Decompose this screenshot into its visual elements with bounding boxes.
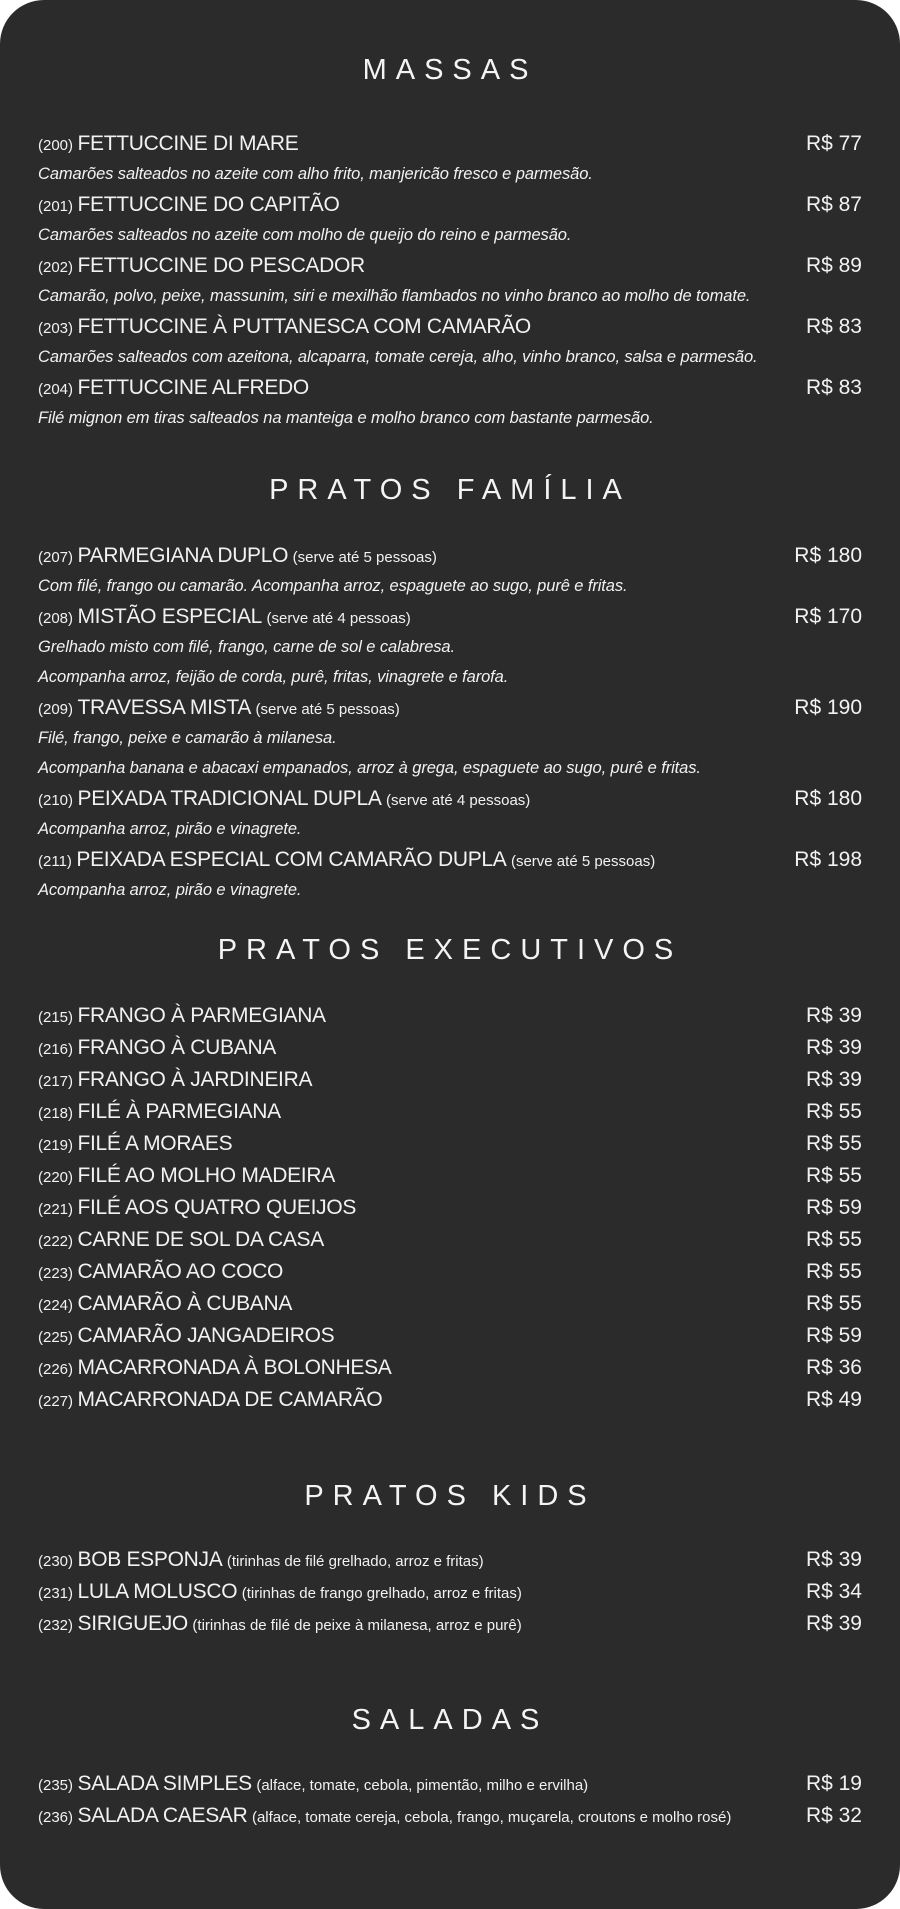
item-description: Acompanha arroz, feijão de corda, purê, fritas, vinagrete e farofa. xyxy=(38,668,509,686)
menu-item xyxy=(38,1288,862,1320)
menu-item-row xyxy=(38,1000,862,1032)
menu-item xyxy=(38,1352,862,1384)
item-name: FILÉ A MORAES xyxy=(77,1132,233,1155)
item-code: (204) xyxy=(38,381,74,398)
menu-item-heading xyxy=(38,311,531,344)
item-name: MACARRONADA À BOLONHESA xyxy=(77,1356,392,1379)
menu-item xyxy=(38,783,862,844)
menu-item-row xyxy=(38,189,862,220)
menu-item xyxy=(38,372,862,433)
menu-item-row xyxy=(38,250,862,281)
item-price: R$ 190 xyxy=(794,696,862,719)
item-code: (223) xyxy=(38,1265,74,1282)
item-code: (226) xyxy=(38,1361,74,1378)
menu-item-row xyxy=(38,1064,862,1096)
item-price: R$ 59 xyxy=(805,1324,862,1347)
menu-item-heading xyxy=(38,844,655,877)
section-title: PRATOS EXECUTIVOS xyxy=(217,934,683,966)
menu-item-heading xyxy=(38,128,298,161)
item-price: R$ 55 xyxy=(805,1228,862,1251)
menu-item-row xyxy=(38,1160,862,1192)
item-description: Grelhado misto com filé, frango, carne de sol e calabresa. xyxy=(38,638,455,656)
item-code: (217) xyxy=(38,1073,74,1090)
item-price: R$ 49 xyxy=(805,1388,862,1411)
item-name: FETTUCCINE DO CAPITÃO xyxy=(77,193,340,216)
menu-item xyxy=(38,601,862,692)
item-code: (222) xyxy=(38,1233,74,1250)
item-code: (231) xyxy=(38,1585,74,1602)
item-code: (219) xyxy=(38,1137,74,1154)
menu-item xyxy=(38,128,862,189)
menu-item xyxy=(38,540,862,601)
item-description: Filé mignon em tiras salteados na manteiga e molho branco com bastante parmesão. xyxy=(38,409,654,427)
item-name: SIRIGUEJO xyxy=(77,1612,188,1635)
menu-item xyxy=(38,1256,862,1288)
item-note: (alface, tomate, cebola, pimentão, milho e ervilha) xyxy=(256,1777,589,1794)
menu-item-heading xyxy=(38,1096,281,1130)
item-price: R$ 39 xyxy=(805,1612,862,1635)
menu-item-heading xyxy=(38,1384,382,1418)
item-name: TRAVESSA MISTA xyxy=(77,696,252,719)
item-code: (230) xyxy=(38,1553,74,1570)
item-note: (serve até 4 pessoas) xyxy=(386,792,531,809)
item-price: R$ 180 xyxy=(794,544,862,567)
item-name: FRANGO À CUBANA xyxy=(77,1036,277,1059)
menu-item-row xyxy=(38,1352,862,1384)
item-name: FILÉ À PARMEGIANA xyxy=(77,1100,281,1123)
menu-item-heading xyxy=(38,1608,522,1642)
item-price: R$ 39 xyxy=(805,1068,862,1091)
item-list xyxy=(38,1768,862,1832)
item-list xyxy=(38,128,862,433)
menu-item xyxy=(38,1096,862,1128)
item-description: Camarão, polvo, peixe, massunim, siri e mexilhão flambados no vinho branco ao molho de tomate. xyxy=(38,287,751,305)
item-code: (203) xyxy=(38,320,74,337)
section-title: MASSAS xyxy=(362,54,538,86)
item-price: R$ 36 xyxy=(805,1356,862,1379)
item-name: CARNE DE SOL DA CASA xyxy=(77,1228,324,1251)
menu-item-row xyxy=(38,540,862,571)
item-name: FETTUCCINE ALFREDO xyxy=(77,376,309,399)
menu-item xyxy=(38,1608,862,1640)
menu-item xyxy=(38,1000,862,1032)
item-name: LULA MOLUSCO xyxy=(77,1580,238,1603)
menu-item xyxy=(38,1064,862,1096)
menu-item xyxy=(38,311,862,372)
item-price: R$ 55 xyxy=(805,1292,862,1315)
item-price: R$ 198 xyxy=(794,848,862,871)
menu-item xyxy=(38,1192,862,1224)
item-code: (202) xyxy=(38,259,74,276)
menu-item-row xyxy=(38,1320,862,1352)
menu-item xyxy=(38,250,862,311)
menu-item-heading xyxy=(38,1352,392,1386)
menu-item xyxy=(38,1544,862,1576)
item-name: MISTÃO ESPECIAL xyxy=(77,605,263,628)
menu-item-row xyxy=(38,1544,862,1576)
item-price: R$ 89 xyxy=(805,254,862,277)
item-price: R$ 83 xyxy=(805,376,862,399)
menu-item-row xyxy=(38,1800,862,1832)
item-list xyxy=(38,1000,862,1416)
menu-item-row xyxy=(38,1096,862,1128)
menu-item xyxy=(38,1320,862,1352)
item-description: Acompanha arroz, pirão e vinagrete. xyxy=(38,881,302,899)
item-price: R$ 55 xyxy=(805,1260,862,1283)
item-price: R$ 55 xyxy=(805,1132,862,1155)
menu-item-row xyxy=(38,1128,862,1160)
menu-item xyxy=(38,1160,862,1192)
menu-item-heading xyxy=(38,540,437,573)
menu-item-heading xyxy=(38,783,530,816)
menu-item-heading xyxy=(38,601,411,634)
menu-item-heading xyxy=(38,1160,335,1194)
item-code: (215) xyxy=(38,1009,74,1026)
menu-item xyxy=(38,1032,862,1064)
menu-item-row xyxy=(38,1288,862,1320)
item-note: (tirinhas de filé grelhado, arroz e fritas) xyxy=(226,1553,484,1570)
item-name: FILÉ AOS QUATRO QUEIJOS xyxy=(77,1196,357,1219)
menu-item-heading xyxy=(38,1768,588,1802)
menu-item-heading xyxy=(38,1192,356,1226)
item-name: FETTUCCINE À PUTTANESCA COM CAMARÃO xyxy=(77,315,531,338)
item-price: R$ 39 xyxy=(805,1036,862,1059)
menu-item-row xyxy=(38,372,862,403)
menu-item-row xyxy=(38,783,862,814)
item-price: R$ 55 xyxy=(805,1100,862,1123)
item-name: FRANGO À PARMEGIANA xyxy=(77,1004,326,1027)
menu-item-row xyxy=(38,601,862,632)
item-description: Camarões salteados com azeitona, alcaparra, tomate cereja, alho, vinho branco, salsa e parmesão. xyxy=(38,348,758,366)
item-code: (224) xyxy=(38,1297,74,1314)
item-code: (211) xyxy=(38,853,72,870)
menu-item-heading xyxy=(38,1320,334,1354)
menu-item-row xyxy=(38,1192,862,1224)
section-title: PRATOS KIDS xyxy=(304,1480,596,1512)
item-name: FETTUCCINE DI MARE xyxy=(77,132,299,155)
item-price: R$ 77 xyxy=(805,132,862,155)
item-description: Camarões salteados no azeite com alho frito, manjericão fresco e parmesão. xyxy=(38,165,593,183)
menu-item-row xyxy=(38,1032,862,1064)
item-name: SALADA SIMPLES xyxy=(77,1772,252,1795)
menu-item-heading xyxy=(38,250,365,283)
menu-item-heading xyxy=(38,1576,522,1610)
item-code: (209) xyxy=(38,701,74,718)
item-note: (alface, tomate cereja, cebola, frango, muçarela, croutons e molho rosé) xyxy=(251,1809,732,1826)
item-description: Camarões salteados no azeite com molho de queijo do reino e parmesão. xyxy=(38,226,572,244)
menu-item-row xyxy=(38,692,862,723)
menu-item-row xyxy=(38,1224,862,1256)
item-price: R$ 170 xyxy=(794,605,862,628)
menu-item xyxy=(38,1576,862,1608)
item-code: (208) xyxy=(38,610,74,627)
menu-item-heading xyxy=(38,1288,292,1322)
item-code: (207) xyxy=(38,549,74,566)
menu-item-row xyxy=(38,1608,862,1640)
item-name: FETTUCCINE DO PESCADOR xyxy=(77,254,365,277)
item-description: Filé, frango, peixe e camarão à milanesa. xyxy=(38,729,337,747)
menu-item-heading xyxy=(38,692,400,725)
item-name: FILÉ AO MOLHO MADEIRA xyxy=(77,1164,335,1187)
item-price: R$ 59 xyxy=(805,1196,862,1219)
menu-item-row xyxy=(38,1768,862,1800)
menu-item-row xyxy=(38,1256,862,1288)
item-price: R$ 34 xyxy=(805,1580,862,1603)
item-price: R$ 39 xyxy=(805,1004,862,1027)
menu-item xyxy=(38,692,862,783)
item-code: (225) xyxy=(38,1329,74,1346)
menu-item-row xyxy=(38,844,862,875)
section-title: SALADAS xyxy=(351,1704,549,1736)
item-name: CAMARÃO JANGADEIROS xyxy=(77,1324,335,1347)
item-description: Acompanha arroz, pirão e vinagrete. xyxy=(38,820,302,838)
menu-item-heading xyxy=(38,1800,731,1834)
item-name: CAMARÃO À CUBANA xyxy=(77,1292,293,1315)
menu-item xyxy=(38,844,862,905)
menu-item-heading xyxy=(38,1224,324,1258)
item-note: (serve até 4 pessoas) xyxy=(266,610,411,627)
item-note: (serve até 5 pessoas) xyxy=(292,549,437,566)
menu-item-row xyxy=(38,128,862,159)
menu-item xyxy=(38,1768,862,1800)
menu-item-row xyxy=(38,1576,862,1608)
menu-item-heading xyxy=(38,189,340,222)
item-price: R$ 83 xyxy=(805,315,862,338)
item-price: R$ 39 xyxy=(805,1548,862,1571)
item-code: (221) xyxy=(38,1201,74,1218)
menu-item-heading xyxy=(38,372,309,405)
item-description: Com filé, frango ou camarão. Acompanha arroz, espaguete ao sugo, purê e fritas. xyxy=(38,577,628,595)
item-price: R$ 180 xyxy=(794,787,862,810)
item-price: R$ 55 xyxy=(805,1164,862,1187)
menu-item-heading xyxy=(38,1256,283,1290)
item-name: SALADA CAESAR xyxy=(77,1804,248,1827)
item-name: PEIXADA TRADICIONAL DUPLA xyxy=(77,787,382,810)
menu-item-heading xyxy=(38,1544,484,1578)
item-code: (210) xyxy=(38,792,74,809)
menu-item-row xyxy=(38,1384,862,1416)
item-description: Acompanha banana e abacaxi empanados, arroz à grega, espaguete ao sugo, purê e fritas. xyxy=(38,759,701,777)
menu-item-heading xyxy=(38,1000,326,1034)
item-name: BOB ESPONJA xyxy=(77,1548,223,1571)
item-code: (232) xyxy=(38,1617,74,1634)
menu-item xyxy=(38,1800,862,1832)
item-price: R$ 19 xyxy=(805,1772,862,1795)
item-price: R$ 87 xyxy=(805,193,862,216)
menu-item xyxy=(38,1384,862,1416)
menu-item-heading xyxy=(38,1128,232,1162)
item-code: (200) xyxy=(38,137,74,154)
item-name: PARMEGIANA DUPLO xyxy=(77,544,289,567)
menu-item-row xyxy=(38,311,862,342)
item-code: (220) xyxy=(38,1169,74,1186)
menu-item-heading xyxy=(38,1064,312,1098)
item-code: (236) xyxy=(38,1809,74,1826)
item-note: (tirinhas de frango grelhado, arroz e fritas) xyxy=(241,1585,522,1602)
item-code: (218) xyxy=(38,1105,74,1122)
menu-item-heading xyxy=(38,1032,276,1066)
item-name: FRANGO À JARDINEIRA xyxy=(77,1068,313,1091)
item-price: R$ 32 xyxy=(805,1804,862,1827)
item-name: MACARRONADA DE CAMARÃO xyxy=(77,1388,383,1411)
item-note: (serve até 5 pessoas) xyxy=(510,853,656,870)
menu-item xyxy=(38,1128,862,1160)
item-code: (235) xyxy=(38,1777,74,1794)
menu-item xyxy=(38,1224,862,1256)
item-code: (201) xyxy=(38,198,74,215)
item-code: (227) xyxy=(38,1393,74,1410)
item-note: (tirinhas de filé de peixe à milanesa, arroz e purê) xyxy=(192,1617,522,1634)
section-title: PRATOS FAMÍLIA xyxy=(269,474,631,506)
item-list xyxy=(38,1544,862,1640)
menu-item xyxy=(38,189,862,250)
item-name: PEIXADA ESPECIAL COM CAMARÃO DUPLA xyxy=(76,848,507,871)
item-name: CAMARÃO AO COCO xyxy=(77,1260,284,1283)
item-list xyxy=(38,540,862,905)
item-code: (216) xyxy=(38,1041,74,1058)
item-note: (serve até 5 pessoas) xyxy=(255,701,400,718)
